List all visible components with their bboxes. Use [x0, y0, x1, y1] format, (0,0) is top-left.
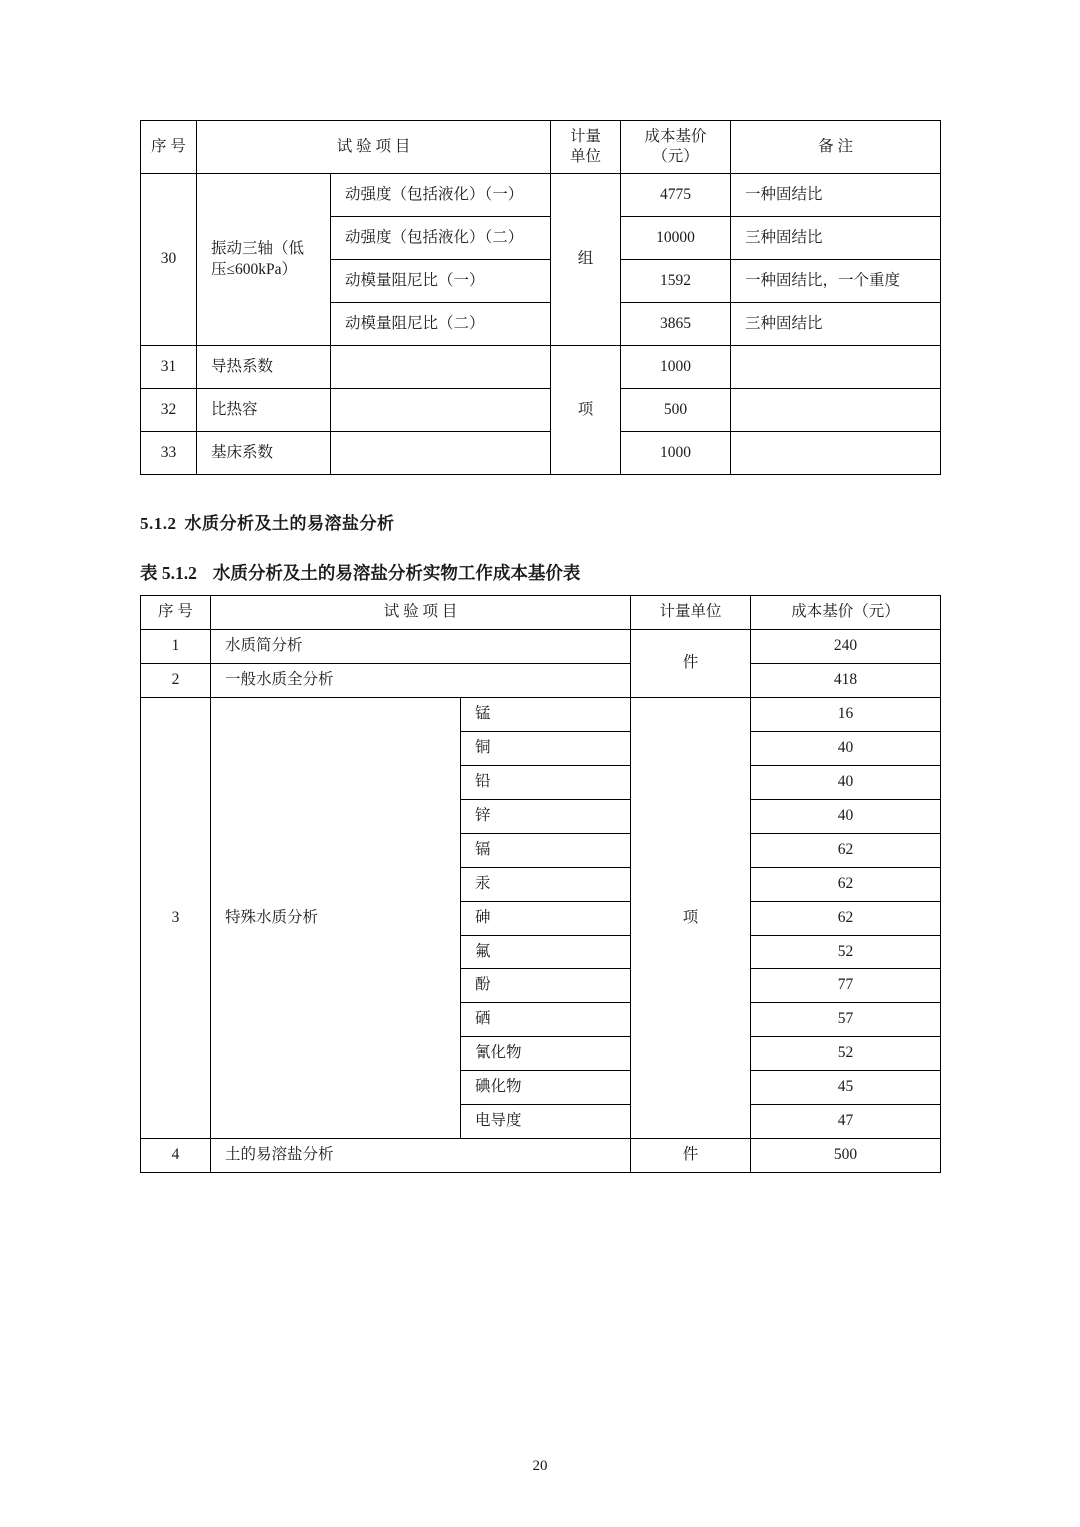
col-header-remark: 备 注 [731, 121, 941, 174]
section-number: 5.1.2 [140, 514, 177, 534]
table-row [141, 432, 941, 475]
table-lab-test-costs-continued [140, 120, 941, 475]
row-price: 1592 [621, 260, 731, 303]
row-subitem: 酚 [461, 969, 631, 1003]
row-no: 3 [141, 698, 211, 1139]
row-subitem: 氰化物 [461, 1037, 631, 1071]
row-price: 62 [751, 833, 941, 867]
row-remark [731, 389, 941, 432]
table-row [141, 346, 941, 389]
table-row [141, 389, 941, 432]
row-remark: 一种固结比 [731, 174, 941, 217]
row-subitem [331, 389, 551, 432]
col-header-no: 序 号 [141, 121, 197, 174]
row-unit: 项 [551, 346, 621, 475]
table-water-analysis-costs [140, 595, 941, 1173]
row-item-name: 土的易溶盐分析 [211, 1139, 631, 1173]
page-number: 20 [532, 1458, 548, 1474]
table-row [141, 630, 941, 664]
row-item-name: 比热容 [197, 389, 331, 432]
col-header-price-line1: 成本基价 [644, 128, 707, 145]
row-price: 52 [751, 1037, 941, 1071]
row-subitem: 铜 [461, 731, 631, 765]
row-price: 3865 [621, 303, 731, 346]
row-price: 10000 [621, 217, 731, 260]
section-heading [140, 509, 940, 534]
row-subitem: 动模量阻尼比（二） [331, 303, 551, 346]
row-remark [731, 346, 941, 389]
col-header-price-line2: （元） [652, 148, 699, 166]
section-title: 水质分析及土的易溶盐分析 [184, 514, 395, 534]
row-unit: 项 [631, 698, 751, 1139]
table-row [141, 1139, 941, 1173]
row-price: 1000 [621, 432, 731, 475]
row-subitem: 碘化物 [461, 1071, 631, 1105]
row-remark: 一种固结比，一个重度 [731, 260, 941, 303]
row-no: 4 [141, 1139, 211, 1173]
col-header-unit-line2: 单位 [570, 148, 602, 166]
col-header-item: 试 验 项 目 [211, 596, 631, 630]
table-caption-number: 表 5.1.2 [140, 563, 197, 584]
row-price: 62 [751, 901, 941, 935]
row-subitem: 砷 [461, 901, 631, 935]
row-unit: 件 [631, 1139, 751, 1173]
row-item-name: 基床系数 [197, 432, 331, 475]
row-no: 30 [141, 174, 197, 346]
row-item-name: 导热系数 [197, 346, 331, 389]
row-subitem: 锰 [461, 698, 631, 732]
row-price: 500 [621, 389, 731, 432]
table-caption-text: 水质分析及土的易溶盐分析实物工作成本基价表 [212, 563, 581, 584]
row-item-name [197, 174, 331, 346]
row-price: 45 [751, 1071, 941, 1105]
row-item-name-line1: 振动三轴（低 [211, 239, 305, 257]
row-price: 57 [751, 1003, 941, 1037]
table-row [141, 664, 941, 698]
row-unit: 组 [551, 174, 621, 346]
row-price: 47 [751, 1105, 941, 1139]
row-subitem: 镉 [461, 833, 631, 867]
row-price: 16 [751, 698, 941, 732]
col-header-no: 序 号 [141, 596, 211, 630]
row-item-name-line2: 压≤600kPa） [211, 260, 298, 278]
row-price: 62 [751, 867, 941, 901]
col-header-item: 试 验 项 目 [197, 121, 551, 174]
row-price: 500 [751, 1139, 941, 1173]
row-price: 4775 [621, 174, 731, 217]
row-subitem: 动强度（包括液化）（一） [331, 174, 551, 217]
row-price: 240 [751, 630, 941, 664]
row-price: 77 [751, 969, 941, 1003]
table-header-row [141, 121, 941, 174]
col-header-unit: 计量单位 [631, 596, 751, 630]
row-price: 1000 [621, 346, 731, 389]
row-no: 31 [141, 346, 197, 389]
row-item-name: 特殊水质分析 [211, 698, 461, 1139]
row-price: 40 [751, 799, 941, 833]
col-header-unit-line1: 计量 [570, 128, 602, 145]
row-item-name: 一般水质全分析 [211, 664, 631, 698]
table-row [141, 174, 941, 217]
row-price: 40 [751, 731, 941, 765]
row-price: 418 [751, 664, 941, 698]
table-caption [140, 560, 940, 585]
table-row [141, 698, 941, 732]
row-price: 52 [751, 935, 941, 969]
row-no: 1 [141, 630, 211, 664]
row-price: 40 [751, 765, 941, 799]
row-subitem: 铅 [461, 765, 631, 799]
row-no: 33 [141, 432, 197, 475]
col-header-price [621, 121, 731, 174]
row-item-name: 水质简分析 [211, 630, 631, 664]
row-subitem: 电导度 [461, 1105, 631, 1139]
row-no: 32 [141, 389, 197, 432]
row-subitem [331, 346, 551, 389]
row-subitem: 动模量阻尼比（一） [331, 260, 551, 303]
col-header-unit [551, 121, 621, 174]
row-subitem [331, 432, 551, 475]
table2-header-row [141, 596, 941, 630]
row-unit: 件 [631, 630, 751, 698]
row-subitem: 硒 [461, 1003, 631, 1037]
row-subitem: 氟 [461, 935, 631, 969]
row-subitem: 动强度（包括液化）（二） [331, 217, 551, 260]
row-remark: 三种固结比 [731, 303, 941, 346]
row-no: 2 [141, 664, 211, 698]
row-subitem: 汞 [461, 867, 631, 901]
col-header-price: 成本基价（元） [751, 596, 941, 630]
row-remark [731, 432, 941, 475]
row-remark: 三种固结比 [731, 217, 941, 260]
row-subitem: 锌 [461, 799, 631, 833]
